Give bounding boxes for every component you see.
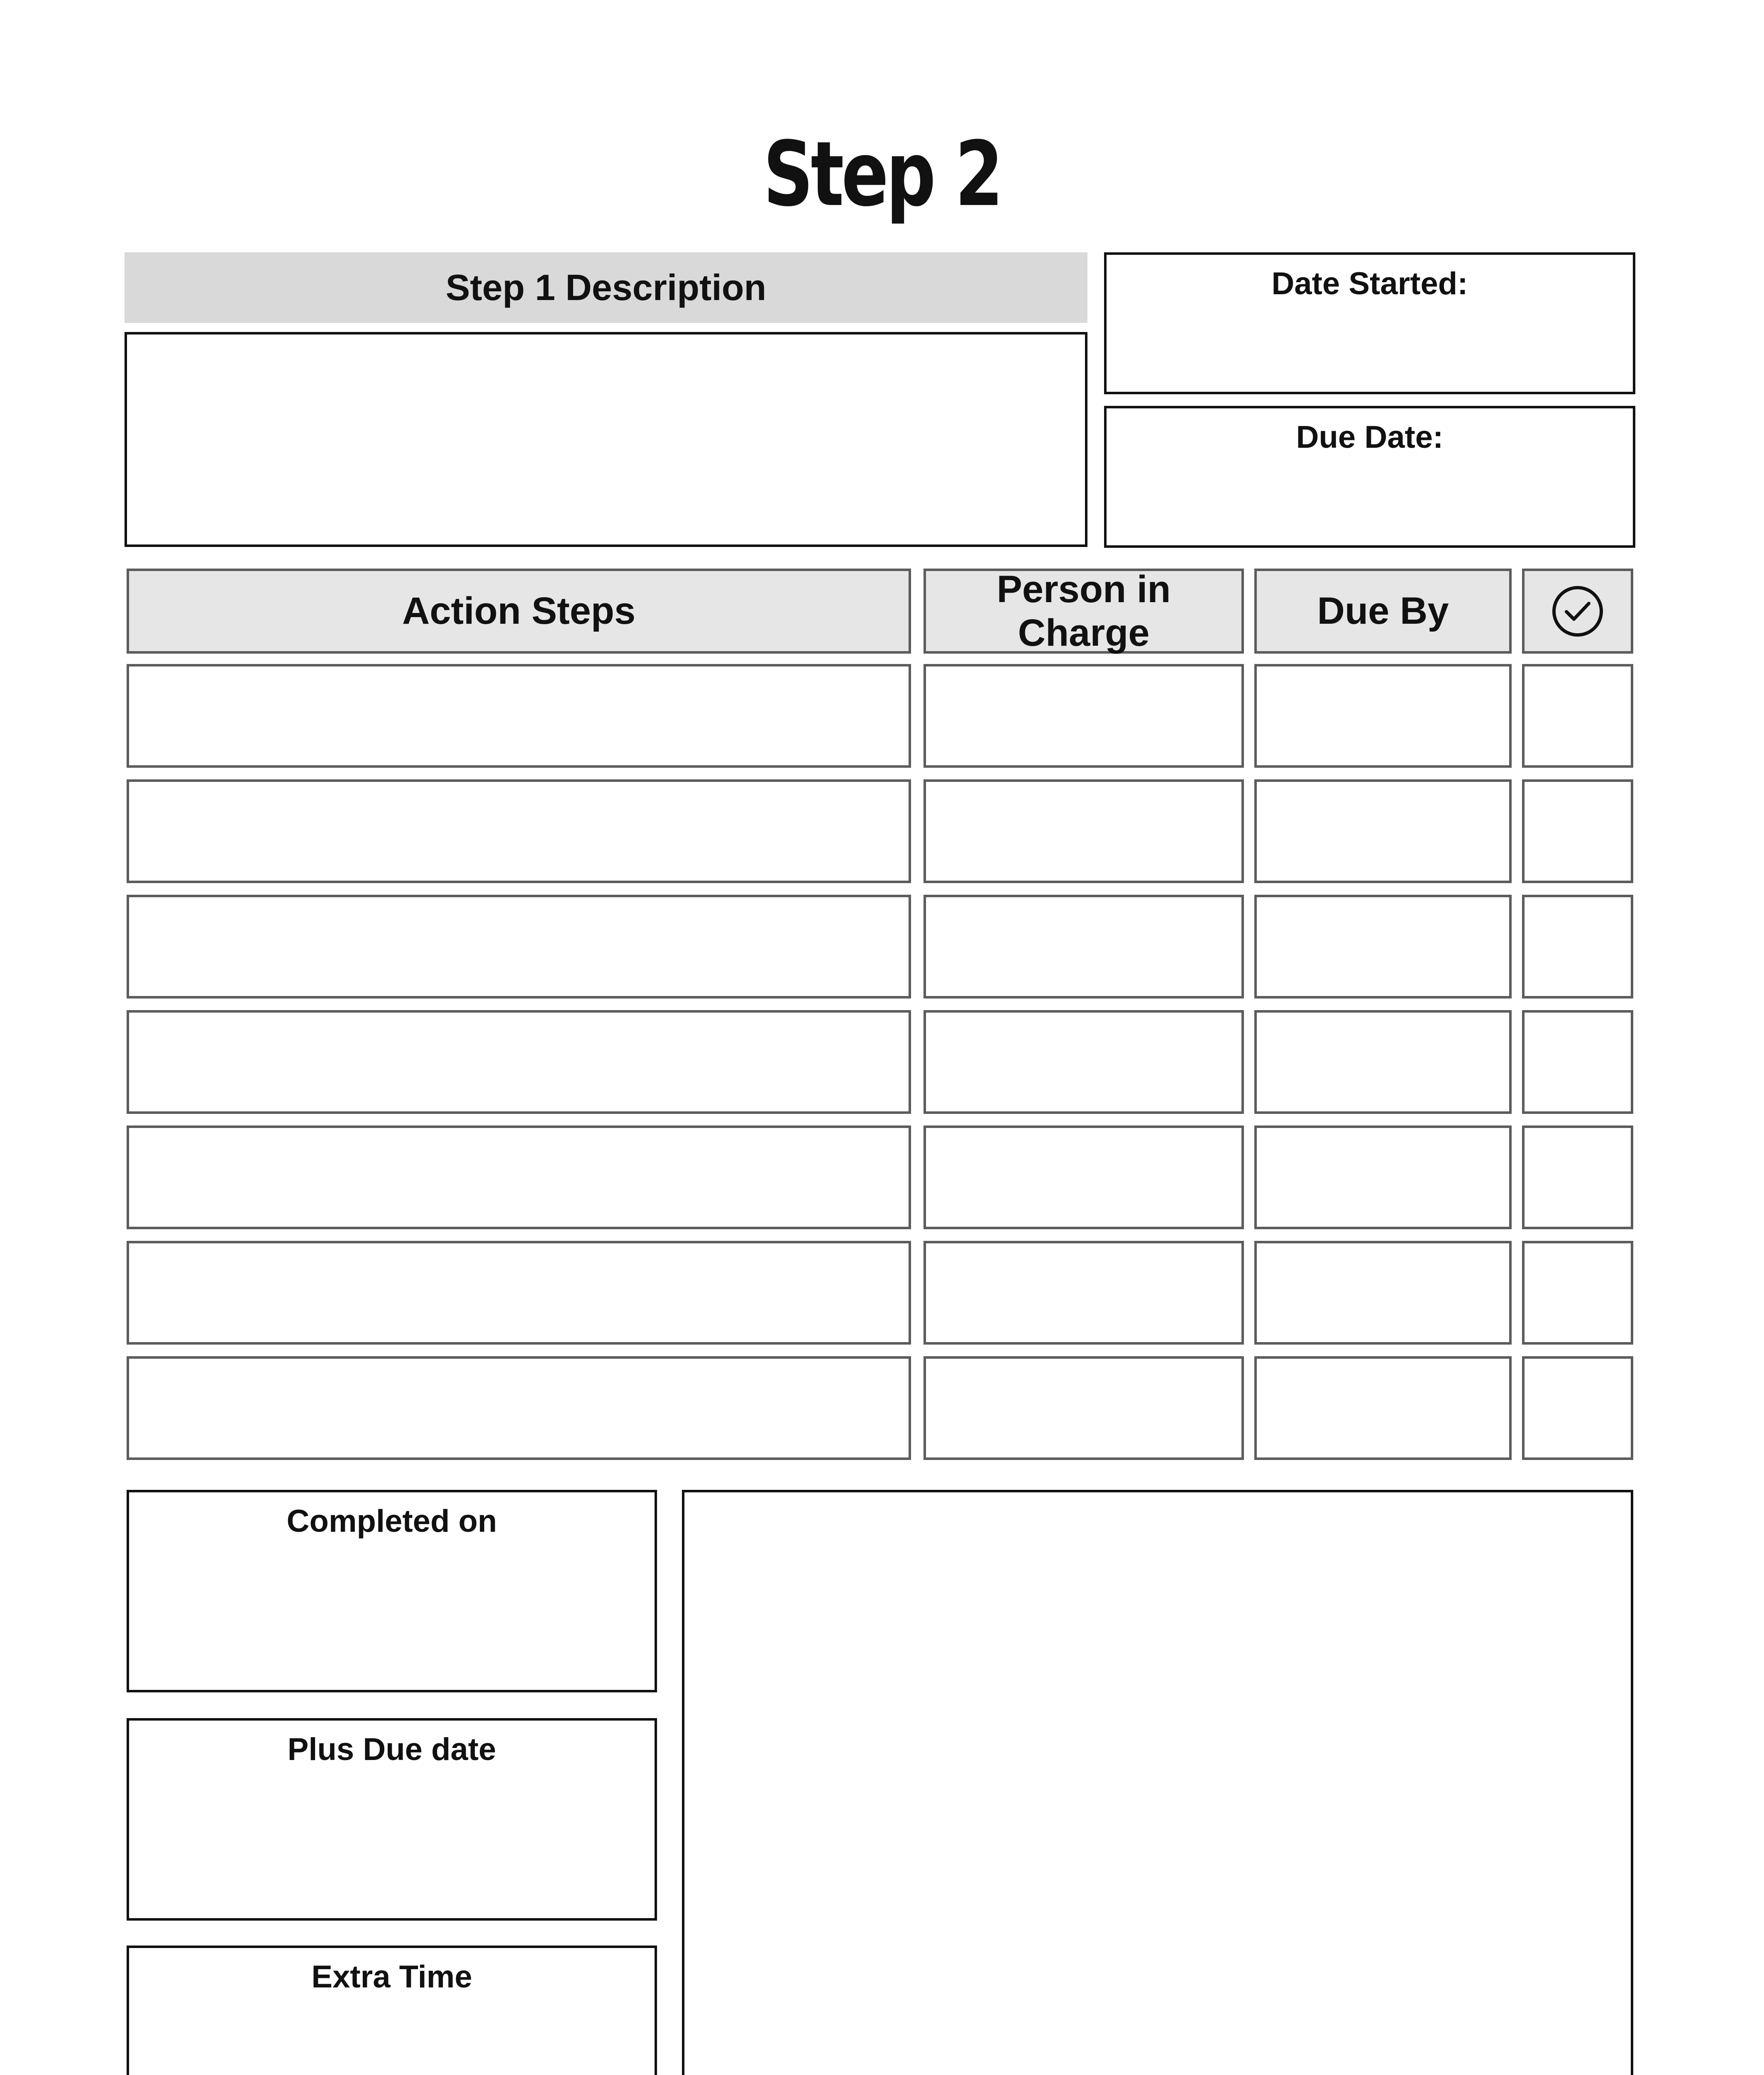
person-in-charge-cell[interactable] [924, 779, 1244, 883]
description-header: Step 1 Description [125, 252, 1087, 323]
due-by-cell[interactable] [1254, 779, 1512, 883]
person-in-charge-cell[interactable] [924, 1356, 1244, 1460]
person-in-charge-cell[interactable] [924, 895, 1244, 998]
extra-time-field[interactable] [127, 1946, 657, 2075]
plus-due-date-label: Plus Due date [287, 1732, 496, 1767]
action-step-cell[interactable] [127, 1356, 911, 1460]
done-checkbox-cell[interactable] [1522, 1010, 1633, 1114]
person-in-charge-cell[interactable] [924, 664, 1244, 768]
action-step-cell[interactable] [127, 895, 911, 998]
check-circle-icon [1551, 584, 1605, 638]
extra-time-label: Extra Time [311, 1959, 472, 1994]
person-in-charge-cell[interactable] [924, 1125, 1244, 1229]
due-by-cell[interactable] [1254, 1010, 1512, 1114]
date-started-field[interactable] [1104, 252, 1635, 394]
action-steps-header: Action Steps [127, 569, 911, 654]
completed-on-label: Completed on [286, 1504, 497, 1539]
due-date-label: Due Date: [1296, 420, 1444, 455]
done-header [1522, 569, 1633, 654]
page-title: Step 2 [763, 122, 1001, 226]
done-checkbox-cell[interactable] [1522, 1241, 1633, 1345]
completed-on-field[interactable] [127, 1490, 657, 1692]
action-step-cell[interactable] [127, 779, 911, 883]
person-in-charge-cell[interactable] [924, 1241, 1244, 1345]
due-by-cell[interactable] [1254, 1125, 1512, 1229]
action-step-cell[interactable] [127, 1125, 911, 1229]
done-checkbox-cell[interactable] [1522, 779, 1633, 883]
due-by-cell[interactable] [1254, 895, 1512, 998]
action-step-cell[interactable] [127, 1010, 911, 1114]
action-step-cell[interactable] [127, 664, 911, 768]
due-by-header: Due By [1254, 569, 1512, 654]
date-started-label: Date Started: [1271, 266, 1468, 301]
action-step-cell[interactable] [127, 1241, 911, 1345]
person-in-charge-header: Person in Charge [924, 569, 1244, 654]
done-checkbox-cell[interactable] [1522, 1125, 1633, 1229]
person-in-charge-cell[interactable] [924, 1010, 1244, 1114]
plus-due-date-field[interactable] [127, 1718, 657, 1921]
description-field[interactable] [125, 332, 1087, 547]
due-by-cell[interactable] [1254, 664, 1512, 768]
done-checkbox-cell[interactable] [1522, 1356, 1633, 1460]
done-checkbox-cell[interactable] [1522, 664, 1633, 768]
notes-field[interactable] [682, 1490, 1633, 2075]
due-by-cell[interactable] [1254, 1241, 1512, 1345]
due-by-cell[interactable] [1254, 1356, 1512, 1460]
done-checkbox-cell[interactable] [1522, 895, 1633, 998]
due-date-field[interactable] [1104, 406, 1635, 548]
